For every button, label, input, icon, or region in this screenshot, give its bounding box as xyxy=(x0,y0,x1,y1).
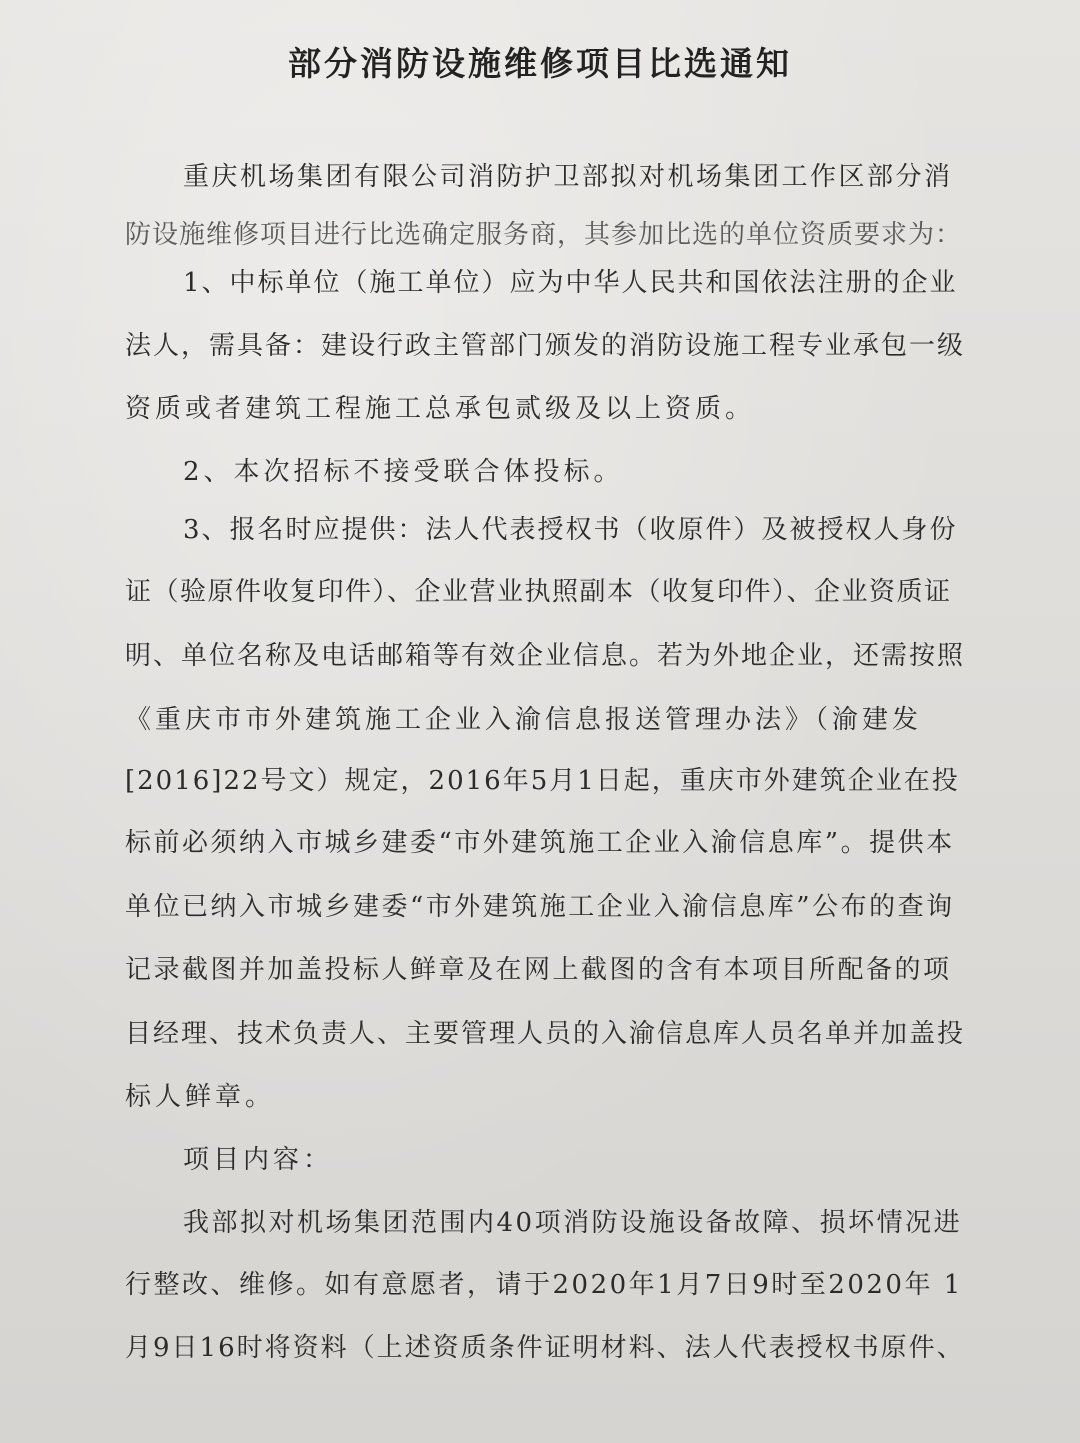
paragraph-line: 证（验原件收复印件）、企业营业执照副本（收复印件）、企业资质证 xyxy=(125,577,952,607)
document-title: 部分消防设施维修项目比选通知 xyxy=(288,44,792,83)
paragraph-line: [2016]22号文）规定，2016年5月1日起，重庆市外建筑企业在投 xyxy=(125,766,960,796)
paragraph-line: 1、中标单位（施工单位）应为中华人民共和国依法注册的企业 xyxy=(183,268,958,298)
paragraph-line: 目经理、技术负责人、主要管理人员的入渝信息库人员名单并加盖投 xyxy=(125,1019,966,1049)
paragraph-line: 法人，需具备：建设行政主管部门颁发的消防设施工程专业承包一级 xyxy=(125,331,966,361)
paragraph-line: 记录截图并加盖投标人鲜章及在网上截图的含有本项目所配备的项 xyxy=(125,955,952,985)
paragraph-line: 3、报名时应提供：法人代表授权书（收原件）及被授权人身份 xyxy=(183,515,958,545)
paragraph-line: 资质或者建筑工程施工总承包贰级及以上资质。 xyxy=(125,394,756,424)
paragraph-line: 月9日16时将资料（上述资质条件证明材料、法人代表授权书原件、 xyxy=(125,1333,965,1363)
paragraph-line: 重庆机场集团有限公司消防护卫部拟对机场集团工作区部分消 xyxy=(183,162,953,192)
paragraph-line: 标前必须纳入市城乡建委“市外建筑施工企业入渝信息库”。提供本 xyxy=(125,828,955,858)
paragraph-line: 2、本次招标不接受联合体投标。 xyxy=(183,457,624,487)
paragraph-line: 明、单位名称及电话邮箱等有效企业信息。若为外地企业，还需按照 xyxy=(125,641,966,671)
paragraph-line: 行整改、维修。如有意愿者，请于2020年1月7日9时至2020年 1 xyxy=(125,1270,963,1300)
paragraph-line: 我部拟对机场集团范围内40项消防设施设备故障、损坏情况进 xyxy=(183,1208,963,1238)
paragraph-line: 标人鲜章。 xyxy=(125,1082,276,1112)
paragraph-line: 《重庆市市外建筑施工企业入渝信息报送管理办法》（渝建发 xyxy=(125,705,923,735)
paragraph-line: 单位已纳入市城乡建委“市外建筑施工企业入渝信息库”公布的查询 xyxy=(125,892,955,922)
paragraph-line: 防设施维修项目进行比选确定服务商，其参加比选的单位资质要求为： xyxy=(125,220,963,250)
paragraph-line: 项目内容： xyxy=(183,1145,334,1175)
